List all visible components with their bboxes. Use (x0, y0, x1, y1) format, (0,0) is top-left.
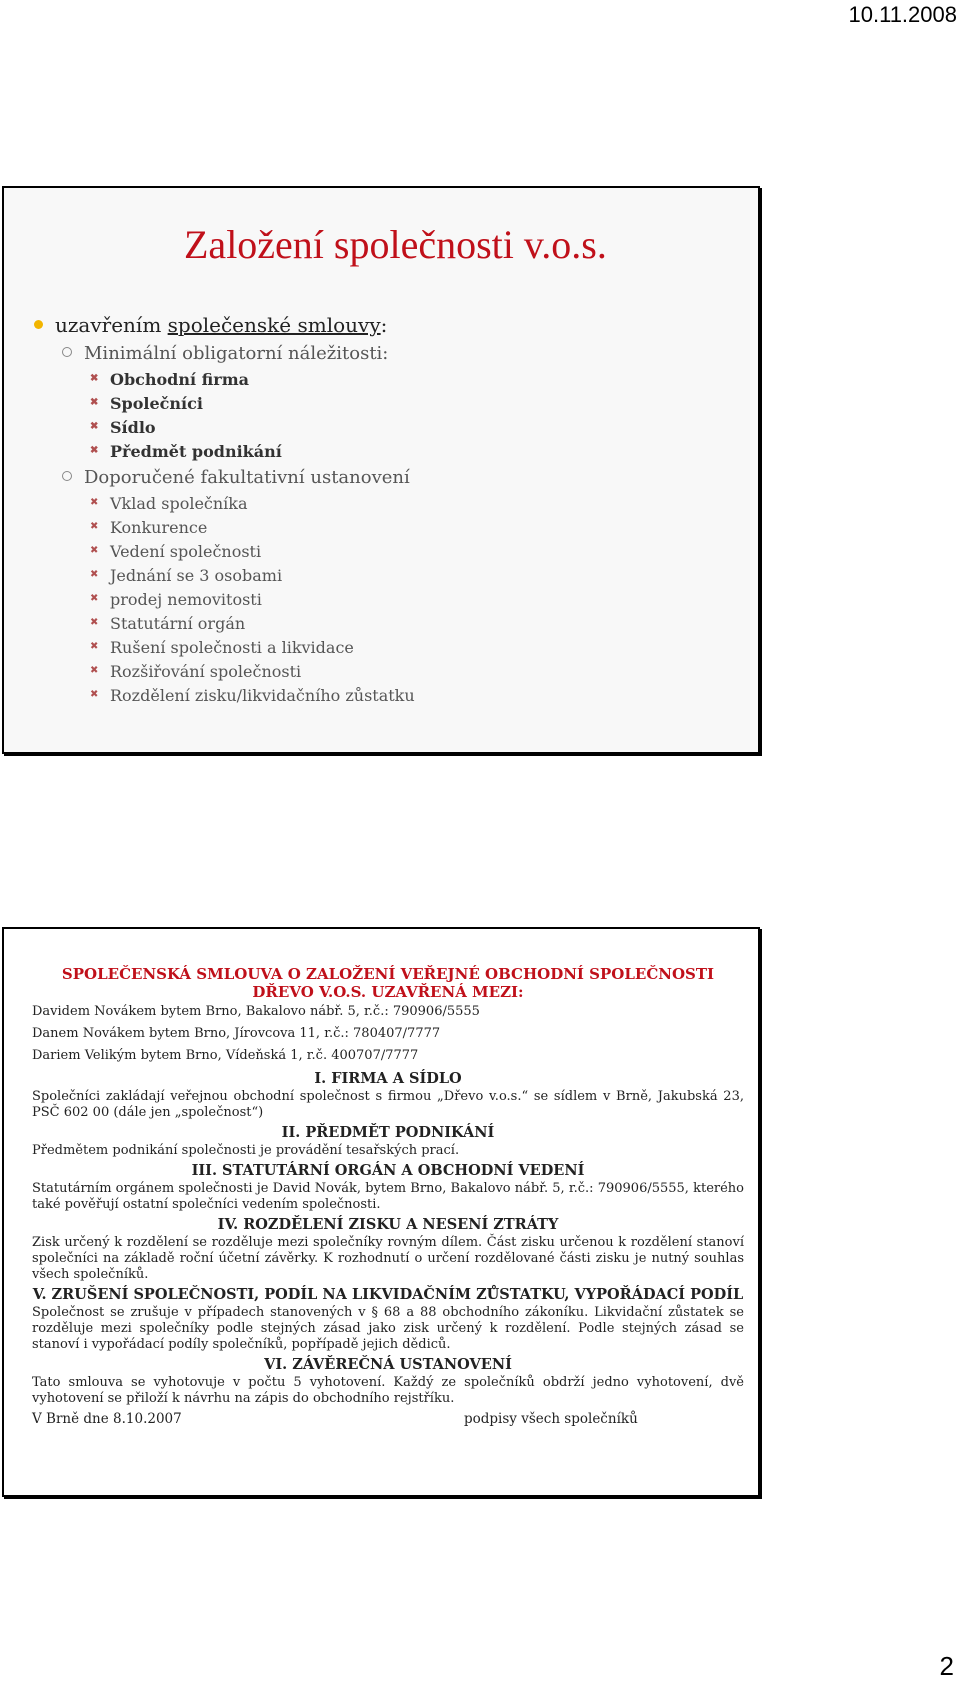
page-number: 2 (939, 1651, 954, 1681)
section-heading: V. ZRUŠENÍ SPOLEČNOSTI, PODÍL NA LIKVIDAČNÍM ZŮSTATKU, VYPOŘÁDACÍ PODÍL (32, 1286, 744, 1303)
list-item: ✖ Obchodní firma (34, 368, 415, 392)
bullet-dot-icon (34, 320, 43, 329)
slide-smlouva (2, 927, 760, 1497)
party-line: Danem Novákem bytem Brno, Jírovcova 11, r.č.: 780407/7777 (32, 1026, 441, 1041)
section-text: Společnost se zrušuje v případech stanovených v § 68 a 88 obchodního zákoníku. Likvidační zůstatek se rozděluje mezi společníky podle stejných zásad jako zisk určený k rozdělení. Podle stejných zásad se stanoví i vypořádací podíly společníků, popřípadě jejich dědiců. (32, 1305, 744, 1352)
outline-main-item: uzavřením společenské smlouvy: (34, 310, 415, 340)
slide-outline (34, 310, 415, 708)
section-text: Zisk určený k rozdělení se rozděluje mezi společníky rovným dílem. Část zisku určenou k rozdělení stanoví společníci na základě roční účetní závěrky. K rozhodnutí o určení rozdělované části zisku je nutný souhlas všech společníků. (32, 1235, 744, 1282)
signatures-label: podpisy všech společníků (464, 1411, 638, 1427)
list-item: ✖ Společníci (34, 392, 415, 416)
ring-bullet-icon (62, 347, 72, 357)
x-bullet-icon: ✖ (90, 497, 99, 508)
ring-bullet-icon (62, 471, 72, 481)
list-item: ✖ Vklad společníka (34, 492, 415, 516)
x-bullet-icon: ✖ (90, 641, 99, 652)
list-item: ✖ Konkurence (34, 516, 415, 540)
document-date: 10.11.2008 (848, 2, 957, 27)
section-heading: III. STATUTÁRNÍ ORGÁN A OBCHODNÍ VEDENÍ (191, 1162, 585, 1179)
x-bullet-icon: ✖ (90, 545, 99, 556)
party-line: Davidem Novákem bytem Brno, Bakalovo nábř. 5, r.č.: 790906/5555 (32, 1004, 480, 1019)
x-bullet-icon: ✖ (90, 373, 99, 384)
place-date: V Brně dne 8.10.2007 (32, 1411, 182, 1427)
slide-title: Založení společnosti v.o.s. (184, 222, 607, 267)
section-text: Předmětem podnikání společnosti je provádění tesařských prací. (32, 1143, 460, 1158)
x-bullet-icon: ✖ (90, 445, 99, 456)
list-item: ✖ Statutární orgán (34, 612, 415, 636)
x-bullet-icon: ✖ (90, 665, 99, 676)
x-bullet-icon: ✖ (90, 421, 99, 432)
section-heading: VI. ZÁVĚREČNÁ USTANOVENÍ (264, 1356, 512, 1373)
outline-group-label: Doporučené fakultativní ustanovení (34, 464, 415, 492)
section-heading: IV. ROZDĚLENÍ ZISKU A NESENÍ ZTRÁTY (217, 1216, 559, 1233)
section-heading: I. FIRMA A SÍDLO (314, 1070, 462, 1087)
list-item: ✖ Předmět podnikání (34, 440, 415, 464)
x-bullet-icon: ✖ (90, 617, 99, 628)
party-line: Dariem Velikým bytem Brno, Vídeňská 1, r.č. 400707/7777 (32, 1048, 419, 1063)
x-bullet-icon: ✖ (90, 689, 99, 700)
list-item: ✖ prodej nemovitosti (34, 588, 415, 612)
list-item: ✖ Rozšiřování společnosti (34, 660, 415, 684)
x-bullet-icon: ✖ (90, 521, 99, 532)
x-bullet-icon: ✖ (90, 593, 99, 604)
section-text: Statutárním orgánem společnosti je David Novák, bytem Brno, Bakalovo nábř. 5, r.č.: 790906/5555, kterého také pověřují ostatní společníci vedením společnosti. (32, 1181, 744, 1212)
section-text: Společníci zakládají veřejnou obchodní společnost s firmou „Dřevo v.o.s.“ se sídlem v Brně, Jakubská 23, PSČ 602 00 (dále jen „společnost“) (32, 1089, 744, 1120)
x-bullet-icon: ✖ (90, 397, 99, 408)
list-item: ✖ Sídlo (34, 416, 415, 440)
list-item: ✖ Vedení společnosti (34, 540, 415, 564)
signature-row (32, 1409, 744, 1429)
slide-zalozeni (2, 186, 760, 754)
section-heading: II. PŘEDMĚT PODNIKÁNÍ (281, 1124, 495, 1141)
section-text: Tato smlouva se vyhotovuje v počtu 5 vyhotovení. Každý ze společníků obdrží jedno vyhotovení, dvě vyhotovení se přiloží k návrhu na zápis do obchodního rejstříku. (32, 1375, 744, 1406)
x-bullet-icon: ✖ (90, 569, 99, 580)
outline-group-label: Minimální obligatorní náležitosti: (34, 340, 415, 368)
list-item: ✖ Jednání se 3 osobami (34, 564, 415, 588)
contract-heading: SPOLEČENSKÁ SMLOUVA O ZALOŽENÍ VEŘEJNÉ OBCHODNÍ SPOLEČNOSTI DŘEVO V.O.S. UZAVŘENÁ MEZI: (61, 965, 715, 1001)
list-item: ✖ Rušení společnosti a likvidace (34, 636, 415, 660)
list-item: ✖ Rozdělení zisku/likvidačního zůstatku (34, 684, 415, 708)
contract-text (32, 965, 744, 1429)
